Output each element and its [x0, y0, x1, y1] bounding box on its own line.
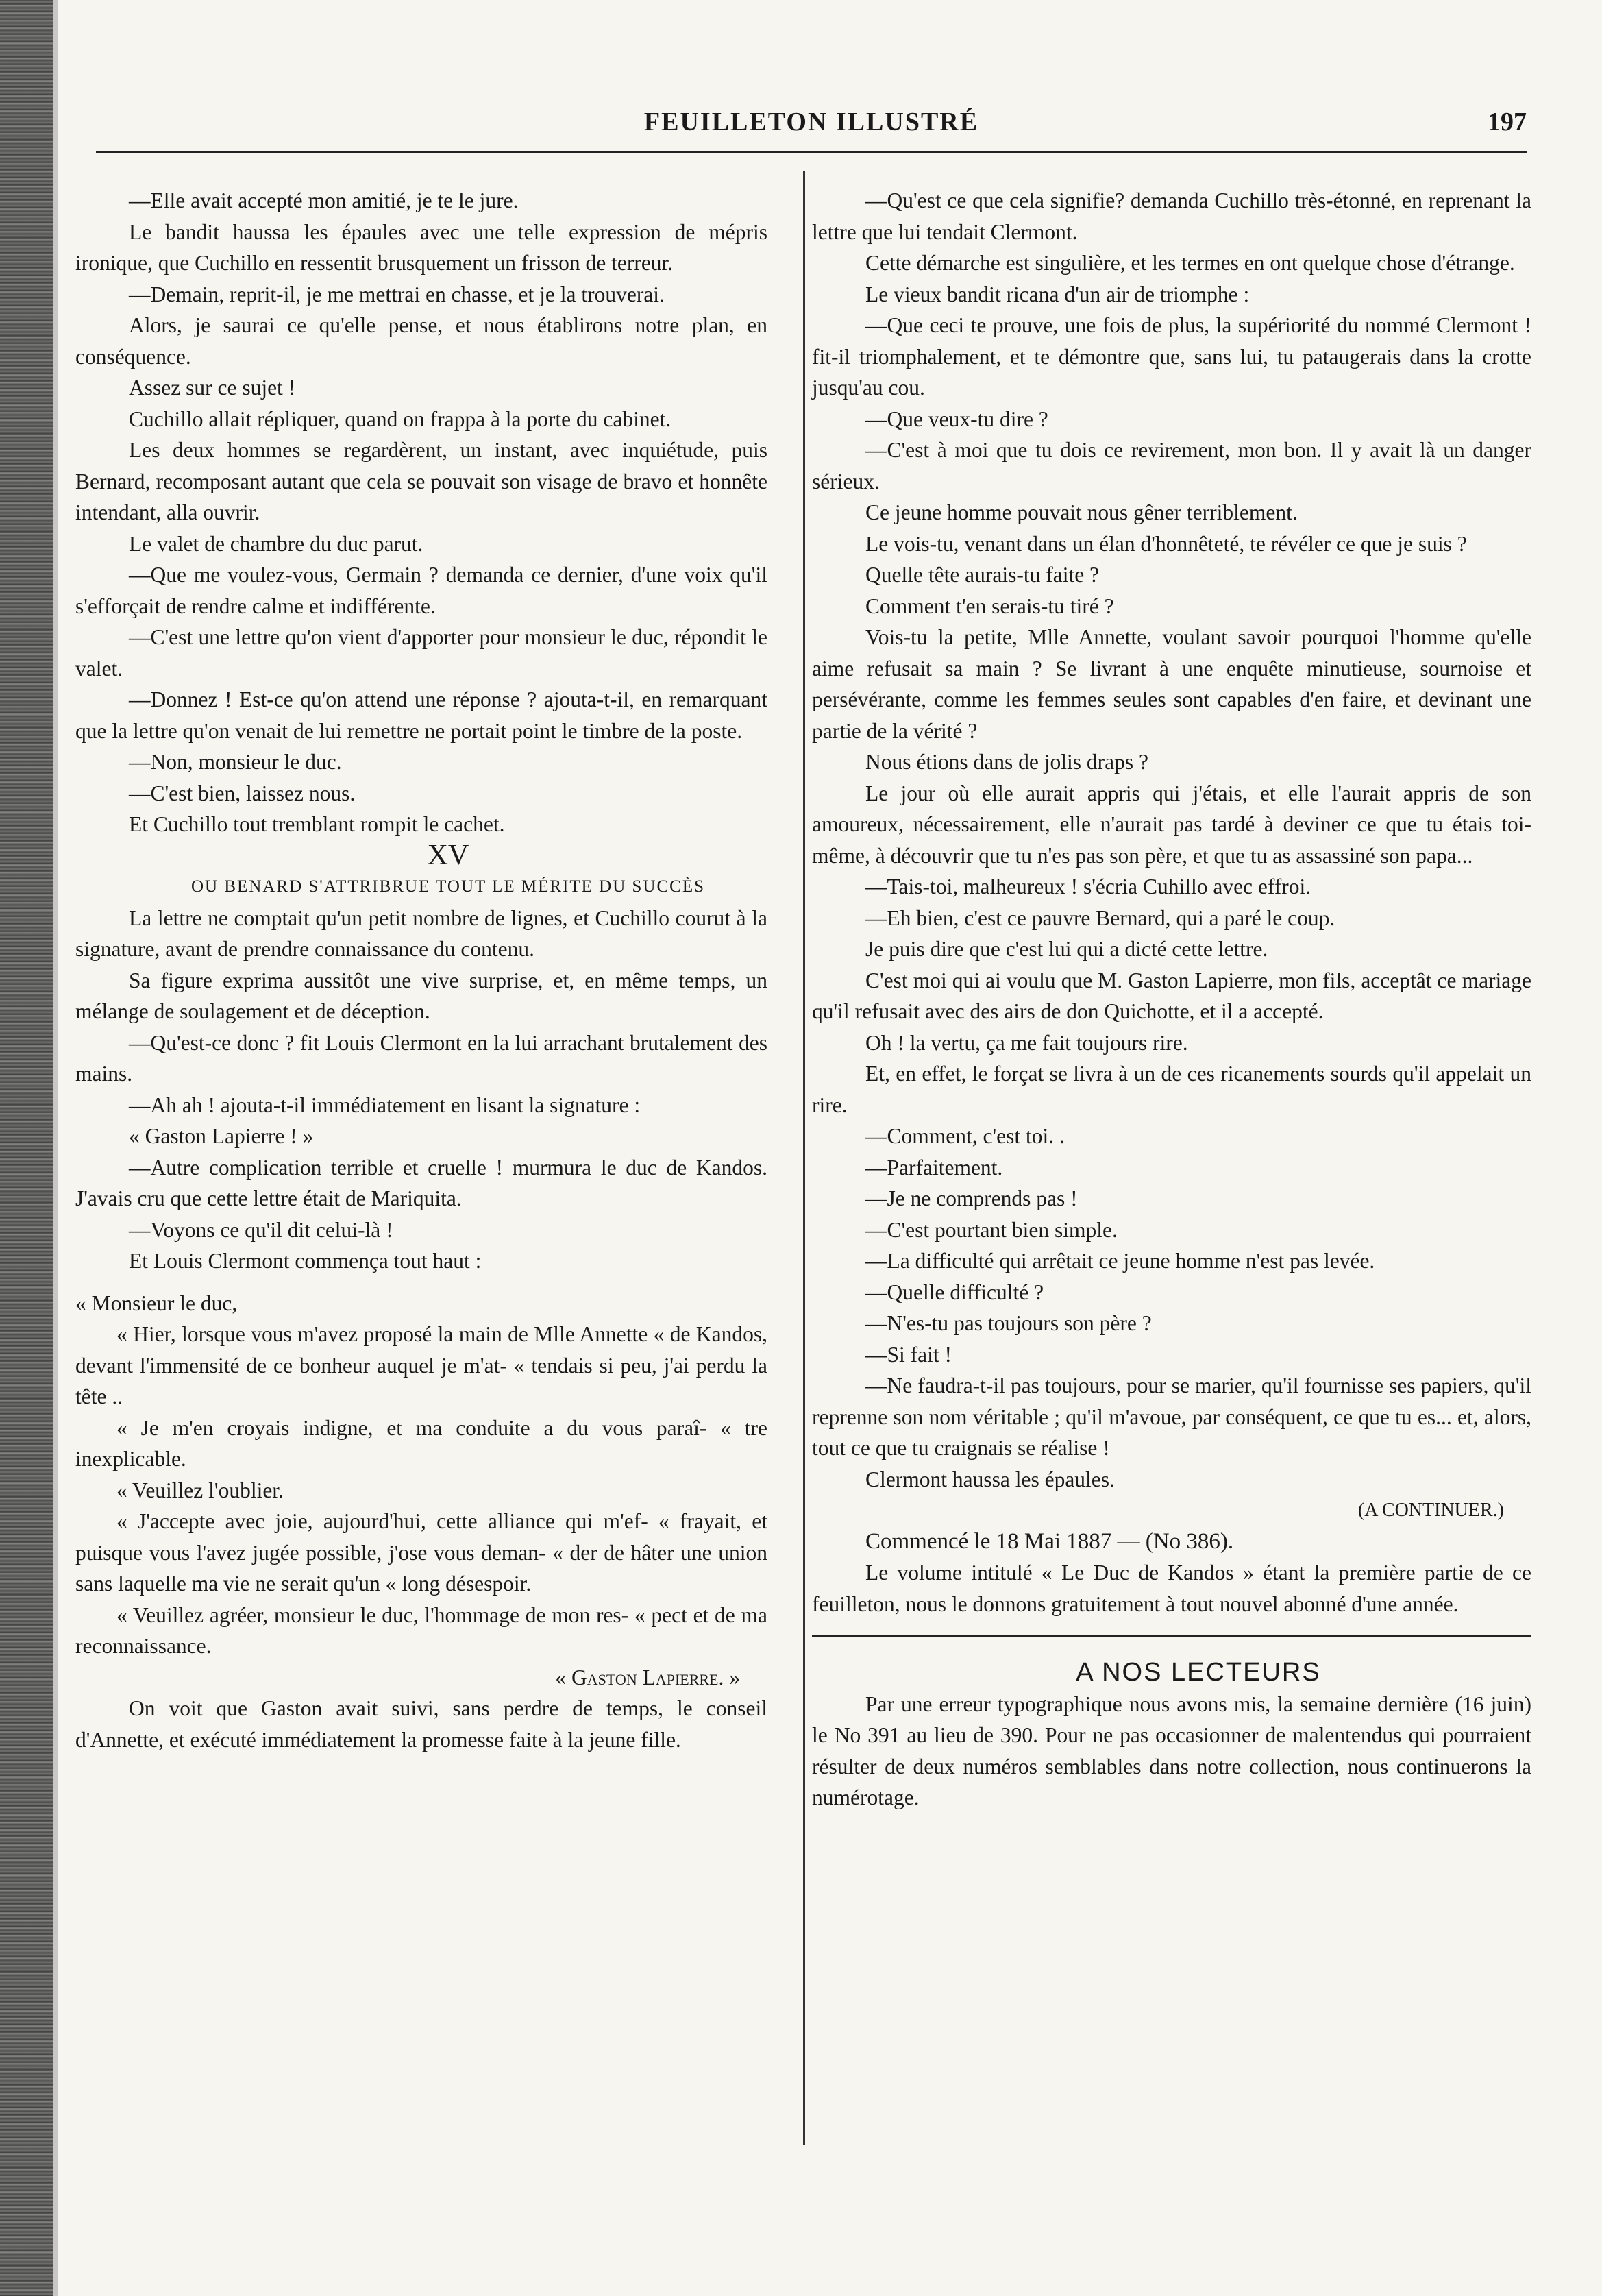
paragraph: —Quelle difficulté ?: [865, 1280, 1044, 1304]
paragraph: —Ah ah ! ajouta-t-il immédiatement en lisant la signature :: [129, 1092, 641, 1117]
paragraph: —Non, monsieur le duc.: [129, 750, 342, 774]
paragraph: Le bandit haussa les épaules avec une telle expression de mépris ironique, que Cuchillo en ressentit brusquement un frisson de terreur.: [75, 219, 767, 275]
paragraph: Et Cuchillo tout tremblant rompit le cachet.: [129, 812, 505, 836]
paragraph: —N'es-tu pas toujours son père ?: [865, 1311, 1152, 1335]
paragraph: Les deux hommes se regardèrent, un instant, avec inquiétude, puis Bernard, recomposant autant que cela se pouvait son visage de bravo et honnête intendant, alla ouvrir.: [75, 438, 767, 524]
paragraph: Vois-tu la petite, Mlle Annette, voulant savoir pourquoi l'homme qu'elle aime refusait sa main ? Se livrant à une enquête minutieuse, sournoise et persévérante, comme les femmes seules sont capables d'en faire, et devinant une partie de la vérité ?: [812, 625, 1531, 743]
paragraph: —Que me voulez-vous, Germain ? demanda ce dernier, d'une voix qu'il s'efforçait de rendre calme et indifférente.: [75, 563, 767, 618]
paragraph: Cuchillo allait répliquer, quand on frappa à la porte du cabinet.: [129, 406, 671, 431]
letter-line: « Veuillez l'oublier.: [116, 1478, 284, 1502]
paragraph: La lettre ne comptait qu'un petit nombre de lignes, et Cuchillo courut à la signature, avant de prendre connaissance du contenu.: [75, 905, 767, 961]
page-header: [96, 103, 1527, 153]
paragraph: —Autre complication terrible et cruelle ! murmura le duc de Kandos. J'avais cru que cette lettre était de Mariquita.: [75, 1155, 767, 1210]
running-title: FEUILLETON ILLUSTRÉ: [643, 108, 979, 136]
subscriber-notice: Le volume intitulé « Le Duc de Kandos » étant la première partie de ce feuilleton, nous le donnons gratuitement à tout nouvel abonné d'une année.: [812, 1561, 1531, 1616]
paragraph: —Ne faudra-t-il pas toujours, pour se marier, qu'il fournisse ses papiers, qu'il reprenne son nom véritable ; qu'il m'avoue, par conséquent, ce que tu es... et, alors, tout ce que tu craignais se réalise !: [812, 1373, 1531, 1460]
page-number: 197: [1488, 108, 1527, 136]
paragraph: —Que ceci te prouve, une fois de plus, la supériorité du nommé Clermont ! fit-il triomphalement, et te démontre que, sans lui, tu pataugerais dans la crotte jusqu'au cou.: [812, 313, 1531, 400]
letter-line: « Je m'en croyais indigne, et ma conduite a du vous paraî- « tre inexplicable.: [75, 1415, 767, 1471]
paragraph: « Gaston Lapierre ! »: [129, 1124, 314, 1148]
letter-signature: « Gaston Lapierre. »: [555, 1665, 740, 1689]
paragraph: Comment t'en serais-tu tiré ?: [865, 594, 1114, 618]
paragraph: Je puis dire que c'est lui qui a dicté cette lettre.: [865, 937, 1268, 961]
paragraph: Quelle tête aurais-tu faite ?: [865, 563, 1100, 587]
paragraph: Nous étions dans de jolis draps ?: [865, 750, 1148, 774]
paragraph: —Comment, c'est toi. .: [865, 1124, 1065, 1148]
letter-line: « Veuillez agréer, monsieur le duc, l'hommage de mon res- « pect et de ma reconnaissance.: [75, 1602, 767, 1658]
right-column: [812, 185, 1531, 1813]
paragraph: —Demain, reprit-il, je me mettrai en chasse, et je la trouverai.: [129, 282, 665, 306]
left-column: [75, 185, 767, 1755]
paragraph: —Eh bien, c'est ce pauvre Bernard, qui a paré le coup.: [865, 905, 1335, 930]
letter-salutation: « Monsieur le duc,: [75, 1291, 238, 1315]
chapter-title: OU BENARD S'ATTRIBRUE TOUT LE MÉRITE DU SUCCÈS: [190, 877, 706, 896]
paragraph: Oh ! la vertu, ça me fait toujours rire.: [865, 1030, 1188, 1055]
paragraph: Alors, je saurai ce qu'elle pense, et nous établirons notre plan, en conséquence.: [75, 313, 767, 369]
paragraph: Le vois-tu, venant dans un élan d'honnêteté, te révéler ce que je suis ?: [865, 531, 1467, 556]
paragraph: —La difficulté qui arrêtait ce jeune homme n'est pas levée.: [865, 1249, 1375, 1273]
paragraph: —Tais-toi, malheureux ! s'écria Cuhillo avec effroi.: [865, 875, 1311, 899]
letter-line: « J'accepte avec joie, aujourd'hui, cette alliance qui m'ef- « frayait, et puisque vous l'avez jugée possible, j'ose vous deman- « der de hâter une union sans laquelle ma vie ne serait qu'un « long désespoir.: [75, 1509, 767, 1596]
paragraph: —Qu'est ce que cela signifie? demanda Cuchillo très-étonné, en reprenant la lettre que lui tendait Clermont.: [812, 188, 1531, 244]
paragraph: —Qu'est-ce donc ? fit Louis Clermont en la lui arrachant brutalement des mains.: [75, 1030, 767, 1086]
spine-edge: [53, 0, 58, 2296]
paragraph: —Si fait !: [865, 1342, 952, 1367]
to-be-continued: (A CONTINUER.): [1357, 1500, 1504, 1521]
chapter-number: XV: [427, 839, 469, 871]
paragraph: —Elle avait accepté mon amitié, je te le jure.: [129, 188, 519, 212]
paragraph: Cette démarche est singulière, et les termes en ont quelque chose d'étrange.: [865, 251, 1515, 275]
paragraph: Le valet de chambre du duc parut.: [129, 531, 423, 556]
paragraph: C'est moi qui ai voulu que M. Gaston Lapierre, mon fils, acceptât ce mariage qu'il refusait avec des airs de don Quichotte, et il a accepté.: [812, 968, 1531, 1023]
paragraph: —C'est à moi que tu dois ce revirement, mon bon. Il y avait là un danger sérieux.: [812, 438, 1531, 493]
paragraph: —C'est une lettre qu'on vient d'apporter pour monsieur le duc, répondit le valet.: [75, 625, 767, 681]
paragraph: Clermont haussa les épaules.: [865, 1467, 1115, 1491]
paragraph: Sa figure exprima aussitôt une vive surprise, et, en même temps, un mélange de soulagement et de déception.: [75, 968, 767, 1023]
paragraph: —Donnez ! Est-ce qu'on attend une réponse ? ajouta-t-il, en remarquant que la lettre qu'on venait de lui remettre ne portait point le timbre de la poste.: [75, 687, 767, 743]
paragraph: Le jour où elle aurait appris qui j'étais, et elle l'aurait appris de son amoureux, nécessairement, elle n'aurait pas tardé à deviner ce que tu étais toi-même, à découvrir que tu n'es pas son père, et que tu as assassiné son papa...: [812, 781, 1531, 868]
paragraph: —Que veux-tu dire ?: [865, 406, 1048, 431]
book-spine: [0, 0, 53, 2296]
paragraph: Et, en effet, le forçat se livra à un de ces ricanements sourds qu'il appelait un rire.: [812, 1062, 1531, 1117]
serial-start-date: Commencé le 18 Mai 1887 — (No 386).: [865, 1528, 1234, 1554]
paragraph: —C'est bien, laissez nous.: [129, 781, 356, 805]
paragraph: —Voyons ce qu'il dit celui-là !: [129, 1217, 393, 1242]
paragraph: Assez sur ce sujet !: [129, 376, 296, 400]
paragraph: Le vieux bandit ricana d'un air de triomphe :: [865, 282, 1250, 306]
paragraph: Ce jeune homme pouvait nous gêner terriblement.: [865, 500, 1298, 524]
paragraph: —Je ne comprends pas !: [865, 1186, 1078, 1210]
paragraph: Par une erreur typographique nous avons mis, la semaine dernière (16 juin) le No 391 au lieu de 390. Pour ne pas occasionner de malentendus qui pourraient résulter de deux numéros semblables dans notre collection, nous continuerons la numérotage.: [812, 1692, 1531, 1809]
paragraph: —C'est pourtant bien simple.: [865, 1217, 1118, 1242]
section-divider: [812, 1635, 1531, 1637]
column-rule: [803, 171, 805, 2145]
paragraph: On voit que Gaston avait suivi, sans perdre de temps, le conseil d'Annette, et exécuté immédiatement la promesse faite à la jeune fille.: [75, 1696, 767, 1752]
paragraph: Et Louis Clermont commença tout haut :: [129, 1249, 482, 1273]
letter-line: « Hier, lorsque vous m'avez proposé la main de Mlle Annette « de Kandos, devant l'immensité de ce bonheur auquel je m'at- « tendais si peu, j'ai perdu la tête ..: [75, 1322, 767, 1408]
section-title: A NOS LECTEURS: [1076, 1658, 1321, 1687]
paragraph: —Parfaitement.: [865, 1155, 1003, 1180]
